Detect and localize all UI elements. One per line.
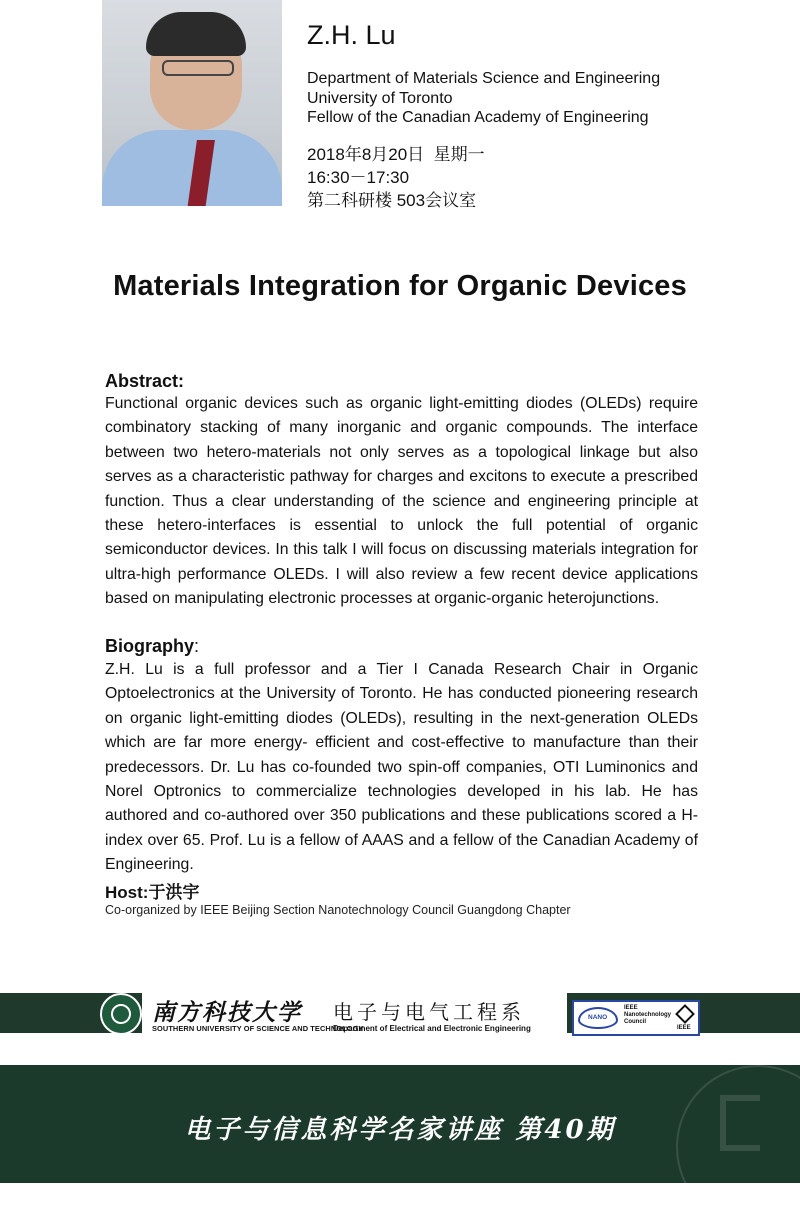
university-name-cn: 南方科技大学: [152, 999, 302, 1026]
event-time: 16:30－17:30: [307, 168, 410, 187]
speaker-affiliation: [307, 69, 660, 128]
department-name-cn: 电子与电气工程系: [333, 1000, 525, 1024]
biography-heading-colon: :: [194, 636, 200, 656]
biography-text: Z.H. Lu is a full professor and a Tier I Canada Research Chair in Organic Optoelectronics at the University of Toronto. He has conducted pioneering research on organic light-emitting diodes (OLEDs), resulting in the next-generation OLEDs which are far more energy- efficient and cost-effective to manufacture than their predecessors. Dr. Lu has co-founded two spin-off companies, OTI Luminonics and Norel Optronics to commercialize technologies developed in his lab. He has authored and co-authored over 350 publications and these publications scored a H-index over 65. Prof. Lu is a fellow of AAAS and a fellow of the Canadian Academy of Engineering.: [105, 661, 698, 874]
photo-hair: [146, 12, 246, 56]
ieee-nano-label: NANO: [588, 1014, 608, 1021]
lecture-series-title: 电子与信息科学名家讲座 第40期: [184, 1115, 616, 1145]
speaker-name: Z.H. Lu: [307, 20, 396, 50]
ieee-label: IEEE: [677, 1025, 691, 1031]
ieee-council-line: Nanotechnology: [624, 1012, 672, 1018]
affiliation-line: University of Toronto: [307, 89, 453, 107]
event-venue: 第二科研楼 503会议室: [307, 191, 477, 210]
university-name-en: SOUTHERN UNIVERSITY OF SCIENCE AND TECHNOLOGY: [152, 1024, 364, 1033]
abstract-text: Functional organic devices such as organic light-emitting diodes (OLEDs) require combinatory stacking of many inorganic and organic compounds. The interface between two hetero-materials not only serves as a topological linkage but also serves as a characteristic pathway for charges and excitons to execute a prescribed function. Thus a clear understanding of the science and engineering principle at these hetero-interfaces is essential to unlock the full potential of organic semiconductor devices. In this talk I will focus on discussing materials integration for ultra-high performance OLEDs. I will also review a few recent device applications based on manipulating electronic processes at organic-organic heterojunctions.: [105, 395, 698, 608]
university-seal-icon: [100, 993, 142, 1035]
coorganizer-line: Co-organized by IEEE Beijing Section Nanotechnology Council Guangdong Chapter: [105, 903, 571, 917]
event-date: 2018年8月20日 星期一: [307, 145, 485, 164]
ieee-council-text: [624, 1005, 671, 1026]
event-info: [307, 143, 485, 212]
affiliation-line: Department of Materials Science and Engineering: [307, 70, 661, 87]
biography-heading: [105, 636, 199, 657]
ieee-council-line: IEEE: [624, 1005, 638, 1011]
speaker-photo: [102, 0, 282, 206]
ieee-council-line: Council: [624, 1019, 646, 1025]
abstract-heading: Abstract:: [105, 371, 185, 391]
affiliation-line: Fellow of the Canadian Academy of Engineering: [307, 109, 649, 126]
footer-banner: [0, 1065, 800, 1183]
ieee-diamond-icon: [675, 1004, 695, 1024]
host-line: Host:于洪宇: [105, 883, 200, 902]
talk-title: Materials Integration for Organic Devices: [113, 270, 687, 302]
ieee-nano-logo: [572, 1000, 700, 1036]
biography-heading-label: Biography: [105, 636, 195, 656]
photo-glasses: [162, 60, 234, 76]
department-name-en: Department of Electrical and Electronic Engineering: [333, 1024, 531, 1033]
